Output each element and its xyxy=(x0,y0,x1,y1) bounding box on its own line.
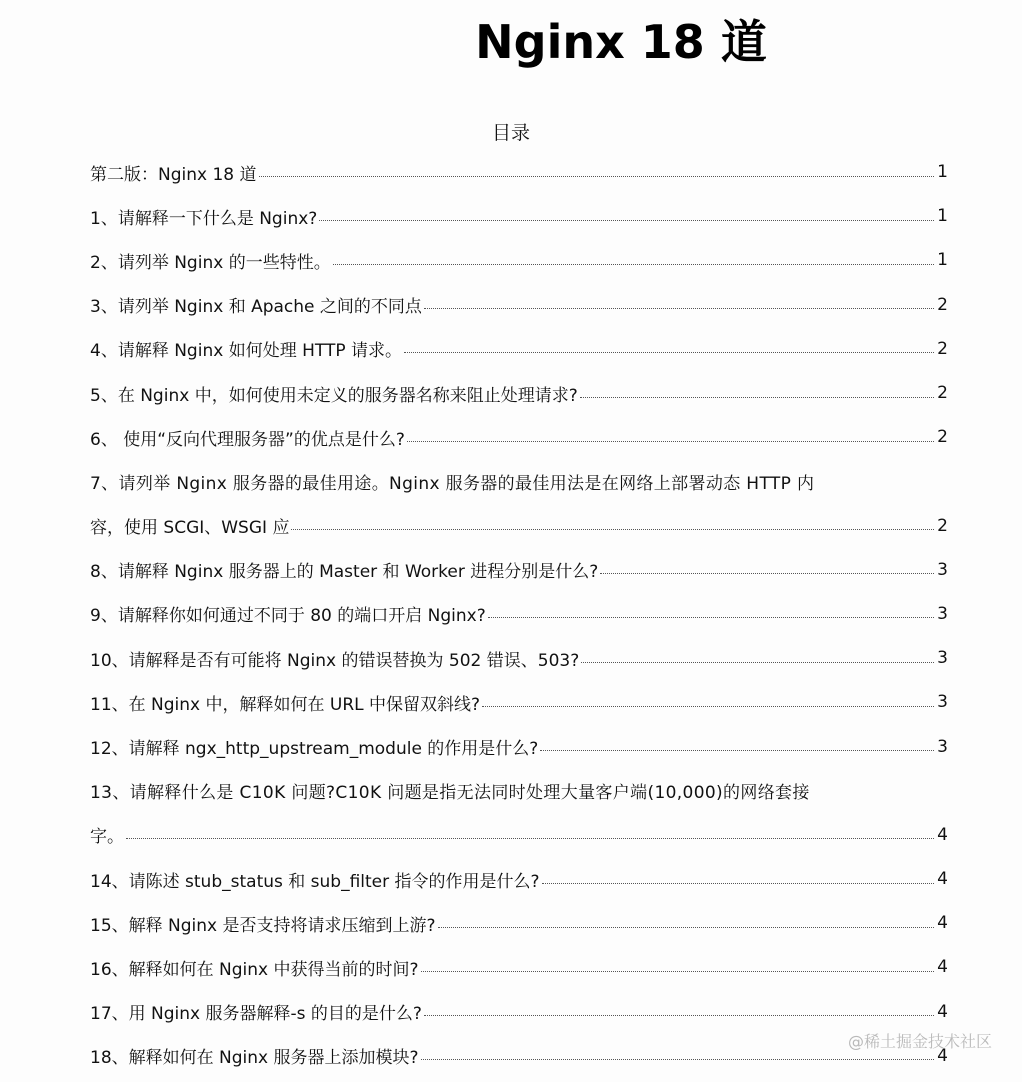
toc-entry-page: 2 xyxy=(937,294,948,315)
toc-entry-page: 2 xyxy=(937,515,948,536)
toc-entry-text: 5、在 Nginx 中，如何使用未定义的服务器名称来阻止处理请求? xyxy=(90,385,578,406)
toc-entry[interactable] xyxy=(90,415,948,459)
toc-entry[interactable] xyxy=(90,371,948,415)
dot-leader xyxy=(319,220,934,221)
toc-entry-text: 4、请解释 Nginx 如何处理 HTTP 请求。 xyxy=(90,341,403,362)
toc-entry[interactable] xyxy=(90,990,948,1034)
toc-entry-page: 1 xyxy=(937,250,948,271)
toc-entry-page: 4 xyxy=(937,957,948,978)
toc-entry[interactable] xyxy=(90,548,948,592)
toc-entry-page: 1 xyxy=(937,162,948,183)
toc-entry-text: 6、 使用“反向代理服务器”的优点是什么? xyxy=(90,429,405,450)
toc-entry-page: 1 xyxy=(937,206,948,227)
toc-entry[interactable] xyxy=(90,238,948,282)
dot-leader xyxy=(600,573,934,574)
toc-entry-page: 4 xyxy=(937,869,948,890)
toc-entry[interactable] xyxy=(90,636,948,680)
dot-leader xyxy=(540,750,934,751)
toc-entry-line2[interactable] xyxy=(90,813,948,857)
toc-entry-line1[interactable] xyxy=(90,459,948,503)
toc-entry-page: 4 xyxy=(937,1045,948,1066)
toc-entry-text: 11、在 Nginx 中，解释如何在 URL 中保留双斜线? xyxy=(90,694,481,715)
dot-leader xyxy=(424,308,934,309)
toc-entry[interactable] xyxy=(90,592,948,636)
toc-entry-page: 4 xyxy=(937,824,948,845)
toc-entry-text: 16、解释如何在 Nginx 中获得当前的时间? xyxy=(90,959,419,980)
toc-entry-text: 13、请解释什么是 C10K 问题?C10K 问题是指无法同时处理大量客户端(10,000)的网络套接 xyxy=(90,783,810,804)
toc-entry-text: 10、请解释是否有可能将 Nginx 的错误替换为 502 错误、503? xyxy=(90,650,580,671)
toc-entry-text: 容，使用 SCGI、WSGI 应 xyxy=(90,518,290,539)
dot-leader xyxy=(126,838,934,839)
table-of-contents xyxy=(90,150,948,1078)
toc-entry-text: 18、解释如何在 Nginx 服务器上添加模块? xyxy=(90,1048,419,1069)
dot-leader xyxy=(407,441,934,442)
toc-entry-page: 3 xyxy=(937,648,948,669)
dot-leader xyxy=(488,617,934,618)
toc-entry-page: 2 xyxy=(937,427,948,448)
toc-entry-page: 4 xyxy=(937,913,948,934)
watermark: @稀土掘金技术社区 xyxy=(847,1032,992,1051)
dot-leader xyxy=(259,176,934,177)
toc-entry-text: 15、解释 Nginx 是否支持将请求压缩到上游? xyxy=(90,915,436,936)
toc-entry[interactable] xyxy=(90,680,948,724)
toc-entry[interactable] xyxy=(90,194,948,238)
dot-leader xyxy=(421,971,934,972)
document-title: Nginx 18 道 xyxy=(475,15,767,69)
toc-entry-page: 3 xyxy=(937,736,948,757)
dot-leader xyxy=(404,352,934,353)
toc-entry[interactable] xyxy=(90,327,948,371)
toc-entry-page: 4 xyxy=(937,1001,948,1022)
toc-entry-page: 3 xyxy=(937,559,948,580)
toc-entry-text: 1、请解释一下什么是 Nginx? xyxy=(90,208,318,229)
toc-heading: 目录 xyxy=(491,122,530,144)
toc-entry-page: 3 xyxy=(937,692,948,713)
toc-entry-page: 3 xyxy=(937,603,948,624)
dot-leader xyxy=(291,529,934,530)
toc-entry-text: 3、请列举 Nginx 和 Apache 之间的不同点 xyxy=(90,297,422,318)
toc-entry[interactable] xyxy=(90,150,948,194)
toc-entry-text: 14、请陈述 stub_status 和 sub_filter 指令的作用是什么? xyxy=(90,871,540,892)
dot-leader xyxy=(424,1015,934,1016)
toc-entry-text: 第二版：Nginx 18 道 xyxy=(90,164,257,185)
toc-entry[interactable] xyxy=(90,1034,948,1078)
dot-leader xyxy=(580,397,934,398)
toc-entry-text: 12、请解释 ngx_http_upstream_module 的作用是什么? xyxy=(90,739,539,760)
toc-entry[interactable] xyxy=(90,283,948,327)
toc-entry[interactable] xyxy=(90,945,948,989)
toc-entry-text: 字。 xyxy=(90,827,124,848)
dot-leader xyxy=(438,927,934,928)
dot-leader xyxy=(482,706,934,707)
toc-entry[interactable] xyxy=(90,901,948,945)
dot-leader xyxy=(333,264,934,265)
toc-entry-line1[interactable] xyxy=(90,769,948,813)
toc-entry-text: 8、请解释 Nginx 服务器上的 Master 和 Worker 进程分别是什么? xyxy=(90,562,599,583)
dot-leader xyxy=(421,1059,934,1060)
toc-entry-page: 2 xyxy=(937,338,948,359)
toc-entry[interactable] xyxy=(90,857,948,901)
dot-leader xyxy=(542,883,934,884)
toc-entry-text: 9、请解释你如何通过不同于 80 的端口开启 Nginx? xyxy=(90,606,486,627)
toc-entry-page: 2 xyxy=(937,383,948,404)
toc-entry-line2[interactable] xyxy=(90,504,948,548)
toc-entry-text: 7、请列举 Nginx 服务器的最佳用途。Nginx 服务器的最佳用法是在网络上部署动态 HTTP 内 xyxy=(90,473,815,494)
dot-leader xyxy=(581,662,934,663)
toc-entry[interactable] xyxy=(90,724,948,768)
toc-entry-text: 2、请列举 Nginx 的一些特性。 xyxy=(90,252,331,273)
toc-entry-text: 17、用 Nginx 服务器解释-s 的目的是什么? xyxy=(90,1004,422,1025)
